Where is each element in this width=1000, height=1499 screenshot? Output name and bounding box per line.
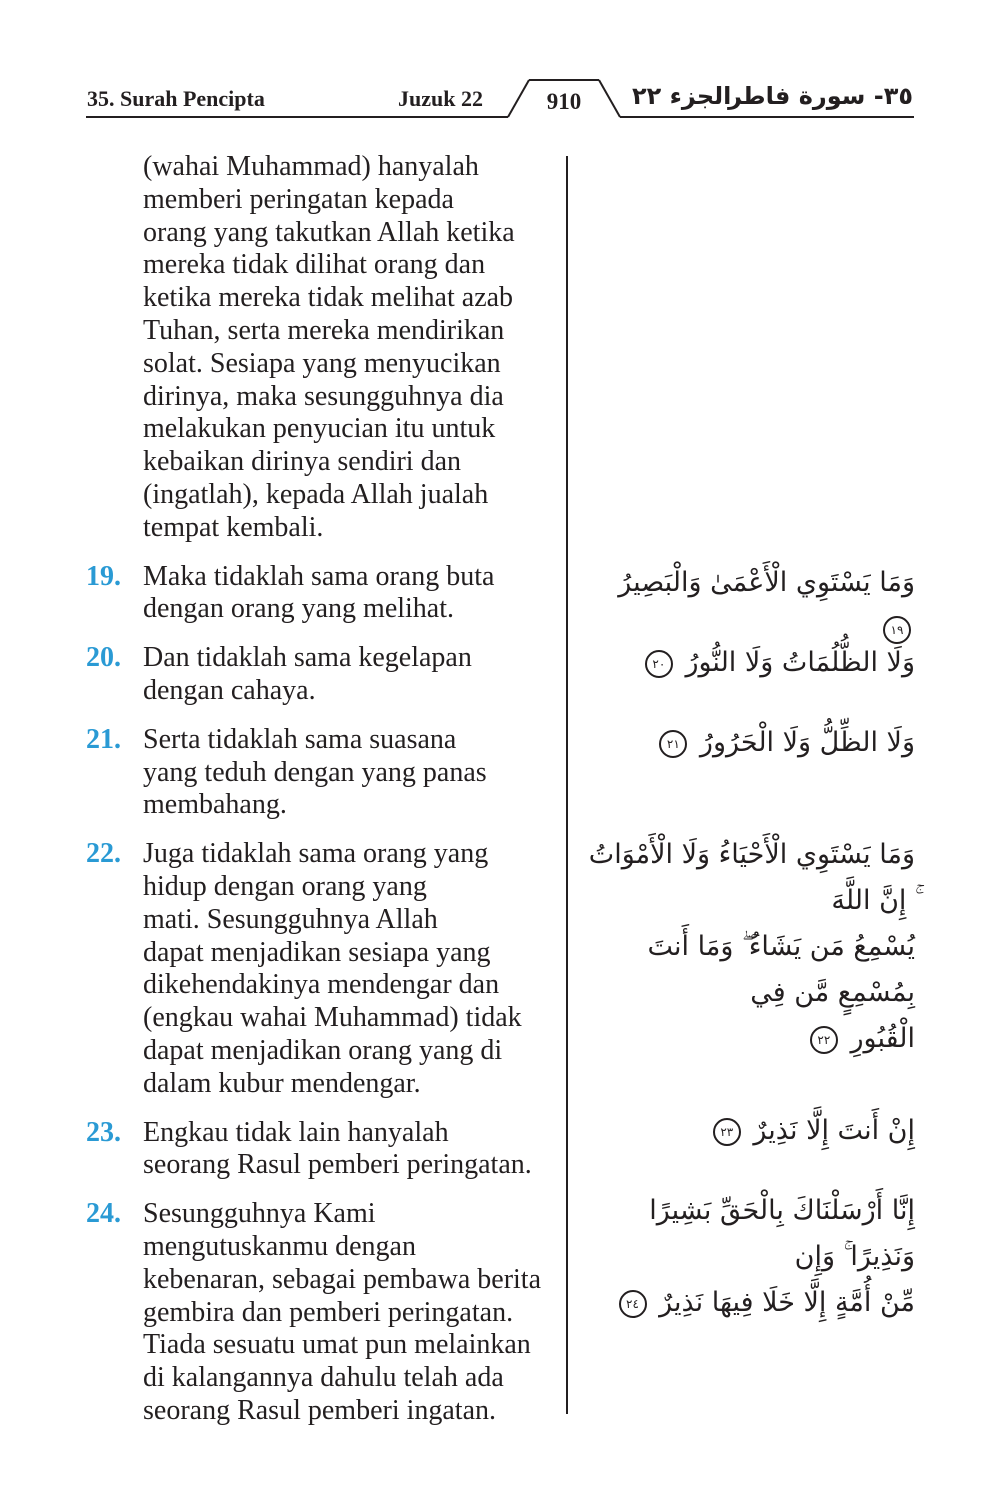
verse-translation: Serta tidaklah sama suasana yang teduh dengan yang panas membahang. — [143, 723, 487, 821]
arabic-verse-23 — [585, 1108, 915, 1154]
verse-translation: Juga tidaklah sama orang yang hidup dengan orang yang mati. Sesungguhnya Allah dapat menjadikan sesiapa yang dikehendakinya mendengar dan (engkau wahai Muhammad) tidak dapat menjadikan orang yang di dalam kubur mendengar. — [143, 838, 522, 1099]
arabic-text: وَمَا يَسْتَوِي الْأَعْمَىٰ وَالْبَصِيرُ — [618, 567, 915, 598]
arabic-verse-24 — [585, 1188, 915, 1326]
page-header — [0, 0, 1000, 130]
surah-title-arabic: ٣٥- سورة فاطر — [728, 82, 913, 110]
translation-column — [86, 151, 556, 1444]
ayah-end-mark: ٢٤ — [619, 1290, 647, 1318]
verse-24 — [86, 1198, 556, 1428]
verse-number: 21. — [86, 723, 121, 755]
arabic-verse-21 — [585, 720, 915, 766]
ayah-end-mark: ٢١ — [659, 730, 687, 758]
arabic-text: وَلَا الظِّلُّ وَلَا الْحَرُورُ — [699, 727, 915, 758]
column-divider — [566, 156, 568, 1414]
verse-20 — [86, 642, 556, 708]
verse-number: 24. — [86, 1198, 121, 1230]
verse-translation: Sesungguhnya Kami mengutuskanmu dengan kebenaran, sebagai pembawa berita gembira dan pemberi peringatan. Tiada sesuatu umat pun melainkan di kalangannya dahulu telah ada seorang Rasul pemberi ingatan. — [143, 1198, 542, 1426]
ayah-end-mark: ٢٠ — [645, 650, 673, 678]
continued-verse — [86, 151, 556, 545]
verse-translation: Maka tidaklah sama orang buta dengan orang yang melihat. — [143, 560, 495, 625]
ayah-end-mark: ١٩ — [883, 616, 911, 644]
page-number: 910 — [546, 89, 582, 114]
arabic-verse-22 — [585, 832, 915, 1062]
arabic-text: وَمَا يَسْتَوِي الْأَحْيَاءُ وَلَا الْأَمْوَاتُ ۚ إِنَّ اللَّهَ يُسْمِعُ مَن يَشَاءُ ۖ وَمَا أَنتَ بِمُسْمِعٍ مَّن فِي الْقُبُورِ — [588, 839, 915, 1054]
verse-number: 19. — [86, 560, 121, 592]
arabic-text: إِنَّا أَرْسَلْنَاكَ بِالْحَقِّ بَشِيرًا وَنَذِيرًا ۚ وَإِن مِّنْ أُمَّةٍ إِلَّا خَلَا فِيهَا نَذِيرٌ — [649, 1195, 915, 1318]
arabic-verse-20 — [585, 640, 915, 686]
ayah-end-mark: ٢٢ — [810, 1026, 838, 1054]
verse-translation: Dan tidaklah sama kegelapan dengan cahaya. — [143, 642, 472, 706]
arabic-text: وَلَا الظُّلُمَاتُ وَلَا النُّورُ — [685, 647, 915, 678]
verse-23 — [86, 1117, 556, 1183]
surah-title-latin: 35. Surah Pencipta — [87, 86, 265, 111]
verse-number: 22. — [86, 838, 121, 870]
juzuk-label-arabic: الجزء ٢٢ — [632, 82, 732, 110]
arabic-text: إِنْ أَنتَ إِلَّا نَذِيرٌ — [753, 1115, 915, 1146]
continued-translation: (wahai Muhammad) hanyalah memberi peringatan kepada orang yang takutkan Allah ketika mereka tidak dilihat orang dan ketika mereka tidak melihat azab Tuhan, serta mereka mendirikan solat. Sesiapa yang menyucikan dirinya, maka sesungguhnya dia melakukan penyucian itu untuk kebaikan dirinya sendiri dan (ingatlah), kepada Allah jualah tempat kembali. — [143, 151, 515, 543]
verse-number: 23. — [86, 1116, 121, 1148]
verse-number: 20. — [86, 642, 121, 674]
verse-21 — [86, 724, 556, 822]
verse-19 — [86, 561, 556, 627]
ayah-end-mark: ٢٣ — [713, 1118, 741, 1146]
verse-22 — [86, 838, 556, 1100]
arabic-verse-19 — [585, 560, 915, 652]
verse-translation: Engkau tidak lain hanyalah seorang Rasul pemberi peringatan. — [143, 1116, 532, 1181]
juzuk-label: Juzuk 22 — [398, 86, 483, 111]
